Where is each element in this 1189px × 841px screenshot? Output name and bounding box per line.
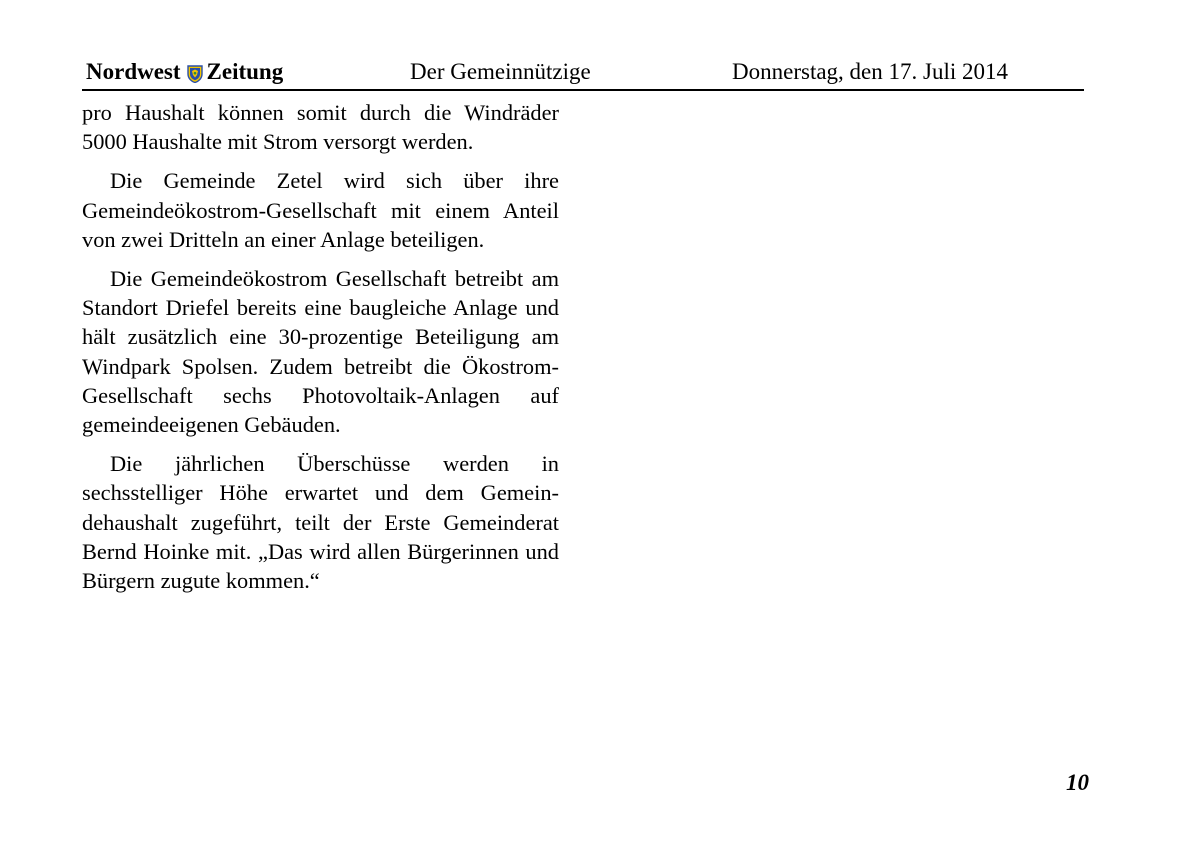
issue-date: Donnerstag, den 17. Juli 2014 [732, 59, 1008, 84]
page-number: 10 [1066, 770, 1089, 795]
section-title: Der Gemeinnützige [410, 59, 591, 84]
article-paragraph: Die jährlichen Überschüsse werden in sechsstelliger Höhe erwartet und dem Gemeindehaushalt zugeführt, teilt der Erste Gemeinderat Bernd Hoinke mit. „Das wird allen Bürgerinnen und Bürgern zugute kommen.“ [82, 451, 559, 594]
page-header [82, 56, 1084, 90]
article-paragraph: Die Gemeinde Zetel wird sich über ihre Gemeindeökostrom-Gesellschaft mit einem Anteil von zwei Dritteln an einer Anlage beteiligen. [82, 168, 559, 252]
brand-name-right: Zeitung [206, 59, 284, 84]
newspaper-brand [86, 59, 283, 85]
article-column [82, 98, 559, 605]
article-paragraph: pro Haushalt können somit durch die Windräder 5000 Haushalte mit Strom versorgt werden. [82, 100, 559, 155]
coat-of-arms-icon [187, 63, 203, 81]
brand-name-left: Nordwest [86, 59, 181, 84]
article-paragraph: Die Gemeindeökostrom Gesellschaft betreibt am Standort Driefel bereits eine baugleiche Anlage und hält zusätzlich eine 30-prozentige Beteiligung am Windpark Spolsen. Zudem betreibt die Ökostrom-Gesellschaft sechs Photovoltaik-Anlagen auf gemeindeeigenen Gebäuden. [82, 266, 559, 438]
header-divider [82, 89, 1084, 91]
